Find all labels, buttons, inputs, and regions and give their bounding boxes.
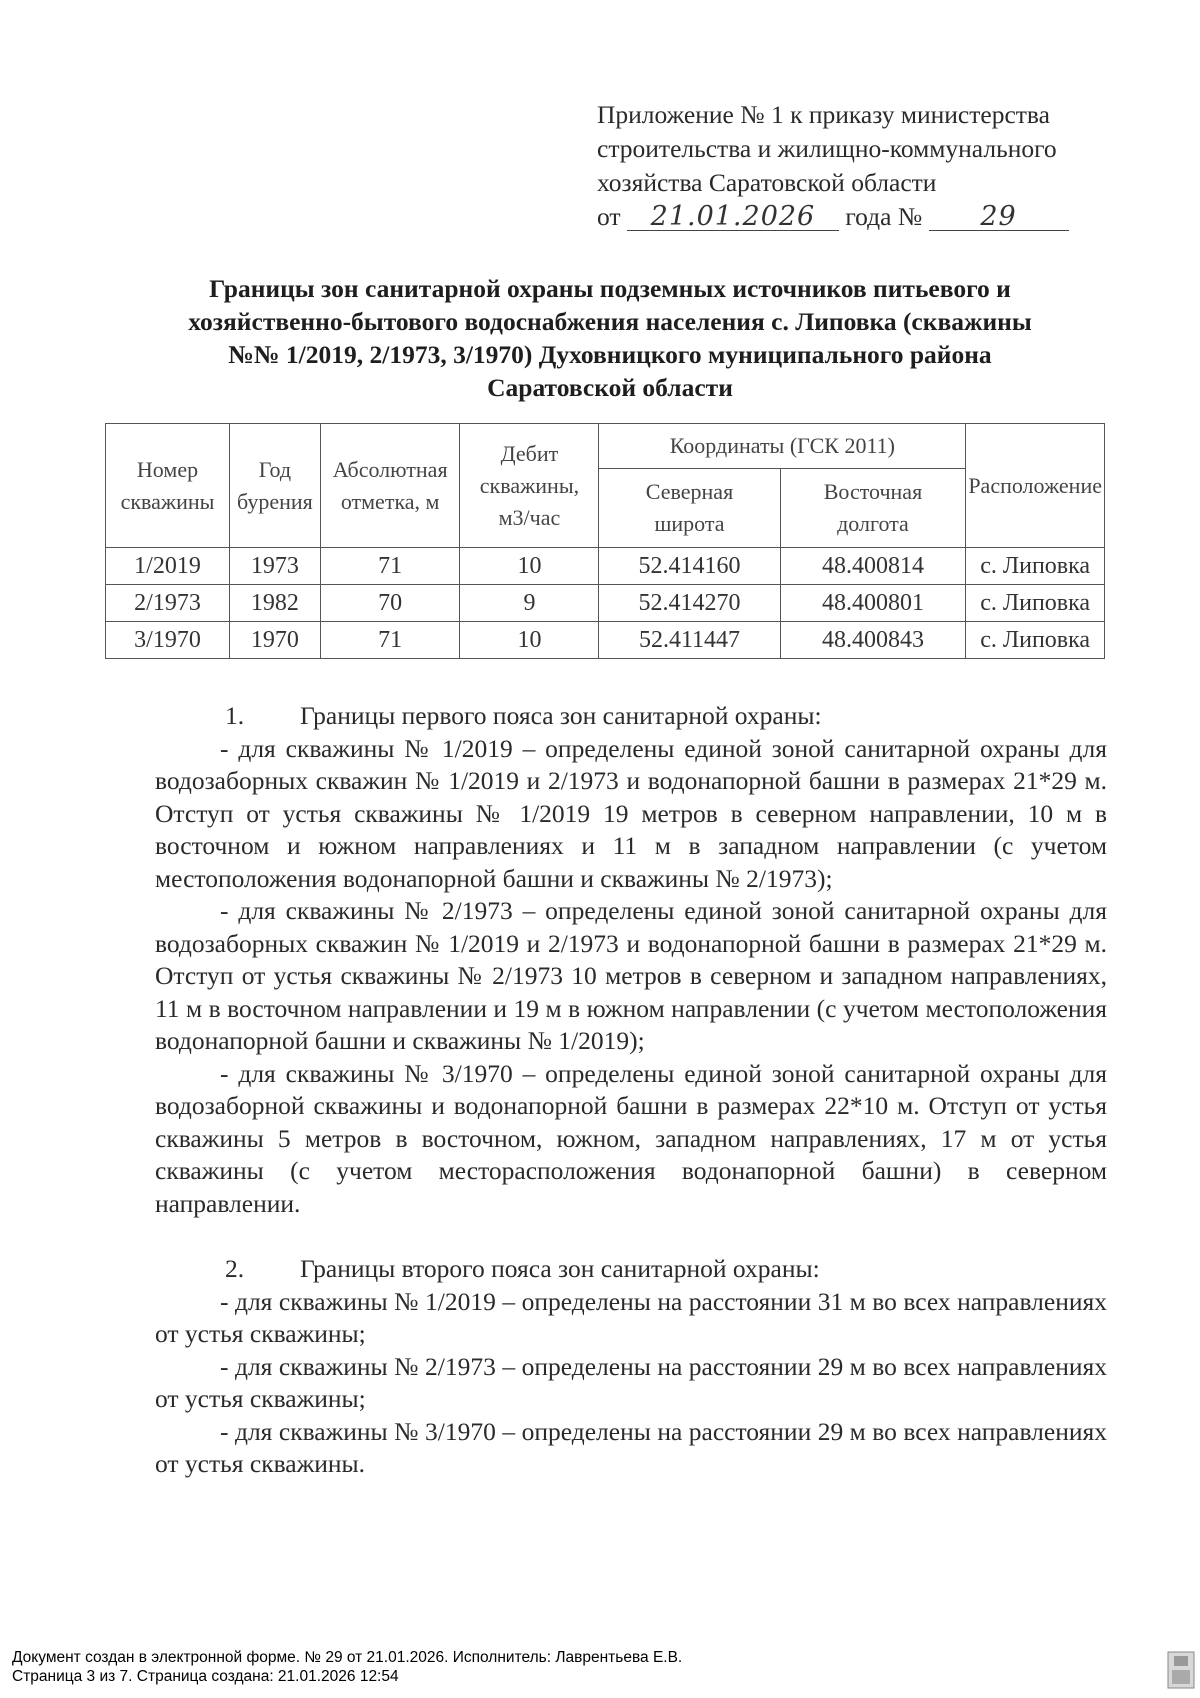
document-title [110, 272, 1110, 404]
header-year [230, 424, 321, 548]
cell-number: 1/2019 [106, 548, 230, 585]
cell-elevation: 70 [320, 585, 460, 622]
header-location: Расположение [966, 424, 1105, 548]
cell-debit: 9 [460, 585, 599, 622]
section-1-heading [155, 700, 1107, 733]
header-debit-line3: м3/час [498, 504, 561, 530]
annex-from-label: от [597, 202, 621, 231]
section-2-item-2: - для скважины № 2/1973 – определены на расстоянии 29 м во всех направлениях от устья скважины; [155, 1351, 1107, 1413]
cell-elevation: 71 [320, 548, 460, 585]
section-1-item-3: - для скважины № 3/1970 – определены единой зоной санитарной охраны для водозаборной скважины и водонапорной башни в размерах 22*10 м. Отступ от устья скважины 5 метров в восточном, южном, западном направлениях, 17 м от устья скважины (с учетом месторасположения водонапорной башни) в северном направлении. [155, 1058, 1107, 1218]
cell-latitude: 52.411447 [599, 622, 780, 659]
table-row [106, 548, 1105, 585]
header-longitude-line2: долгота [837, 511, 909, 536]
header-debit [460, 424, 599, 548]
section-2-number: 2. [225, 1254, 245, 1283]
document-body [155, 700, 1107, 1481]
cell-longitude: 48.400814 [780, 548, 966, 585]
title-line-4: Саратовской области [487, 373, 733, 402]
header-latitude [599, 469, 780, 548]
cell-location: с. Липовка [966, 585, 1105, 622]
cell-location: с. Липовка [966, 622, 1105, 659]
header-longitude [780, 469, 966, 548]
wells-table [105, 423, 1105, 659]
handwritten-number: 29 [980, 201, 1017, 232]
electronic-footer [12, 1648, 682, 1686]
header-coordinates: Координаты (ГСК 2011) [599, 424, 966, 469]
header-elevation-line1: Абсолютная [332, 456, 448, 482]
annex-line-2: строительства и жилищно-коммунального [597, 134, 1057, 163]
title-line-1: Границы зон санитарной охраны подземных источников питьевого и [209, 274, 1011, 303]
section-1-item-2: - для скважины № 2/1973 – определены единой зоной санитарной охраны для водозаборных скважин № 1/2019 и 2/1973 и водонапорной башни в размерах 21*29 м. Отступ от устья скважины № 2/1973 10 метров в северном и западном направлениях, 11 м в восточном направлении и 19 м в южном направлении (с учетом местоположения водонапорной башни и скважины № 1/2019); [155, 896, 1107, 1055]
table-row [106, 622, 1105, 659]
table-row [106, 585, 1105, 622]
footer-line-1: Документ создан в электронной форме. № 29 от 21.01.2026. Исполнитель: Лаврентьева Е.В. [12, 1649, 683, 1666]
header-elevation-line2: отметка, м [340, 488, 440, 514]
annex-header [597, 98, 1117, 234]
header-year-line2: бурения [237, 488, 313, 514]
cell-latitude: 52.414160 [599, 548, 780, 585]
cell-location: с. Липовка [966, 548, 1105, 585]
header-number [106, 424, 230, 548]
header-elevation [320, 424, 460, 548]
section-1-number: 1. [225, 701, 245, 730]
cell-year: 1970 [230, 622, 321, 659]
section-2-heading-text: Границы второго пояса зон санитарной охраны: [300, 1254, 820, 1283]
section-1-item-1: - для скважины № 1/2019 – определены единой зоной санитарной охраны для водозаборных скважин № 1/2019 и 2/1973 и водонапорной башни в размерах 21*29 м. Отступ от устья скважины № 1/2019 19 метров в северном направлении, 10 м в восточном и южном направлениях и 11 м в западном направлении (с учетом местоположения водонапорной башни и скважины № 2/1973); [155, 733, 1107, 893]
header-number-line1: Номер [136, 456, 199, 482]
header-debit-line1: Дебит [500, 440, 559, 466]
header-debit-line2: скважины, [479, 472, 580, 498]
cell-number: 3/1970 [106, 622, 230, 659]
title-line-3: №№ 1/2019, 2/1973, 3/1970) Духовницкого муниципального района [228, 340, 992, 369]
cell-longitude: 48.400801 [780, 585, 966, 622]
cell-elevation: 71 [320, 622, 460, 659]
cell-year: 1973 [230, 548, 321, 585]
header-latitude-line2: широта [654, 511, 725, 536]
section-1-heading-text: Границы первого пояса зон санитарной охраны: [300, 701, 822, 730]
paragraph-gap [155, 1220, 1107, 1253]
cell-year: 1982 [230, 585, 321, 622]
header-number-line2: скважины [120, 488, 215, 514]
section-2-item-3: - для скважины № 3/1970 – определены на расстоянии 29 м во всех направлениях от устья скважины. [155, 1416, 1107, 1478]
seal-icon [1166, 1650, 1196, 1690]
header-year-line1: Год [258, 456, 292, 482]
annex-number-field [929, 201, 1069, 232]
cell-debit: 10 [460, 548, 599, 585]
cell-debit: 10 [460, 622, 599, 659]
cell-longitude: 48.400843 [780, 622, 966, 659]
footer-line-2: Страница 3 из 7. Страница создана: 21.01.2026 12:54 [12, 1668, 399, 1685]
table-header-row [106, 424, 1105, 469]
handwritten-date: 21.01.2026 [650, 201, 816, 232]
cell-latitude: 52.414270 [599, 585, 780, 622]
annex-line-1: Приложение № 1 к приказу министерства [597, 100, 1050, 129]
annex-date-field [627, 201, 839, 232]
header-latitude-line1: Северная [645, 479, 734, 504]
annex-line-3: хозяйства Саратовской области [597, 168, 937, 197]
header-longitude-line1: Восточная [823, 479, 923, 504]
annex-date-line [597, 200, 1117, 234]
cell-number: 2/1973 [106, 585, 230, 622]
section-2-heading [155, 1253, 1107, 1286]
section-2-item-1: - для скважины № 1/2019 – определены на расстоянии 31 м во всех направлениях от устья скважины; [155, 1286, 1107, 1348]
annex-year-label: года № [845, 202, 923, 231]
title-line-2: хозяйственно-бытового водоснабжения населения с. Липовка (скважины [188, 307, 1032, 336]
